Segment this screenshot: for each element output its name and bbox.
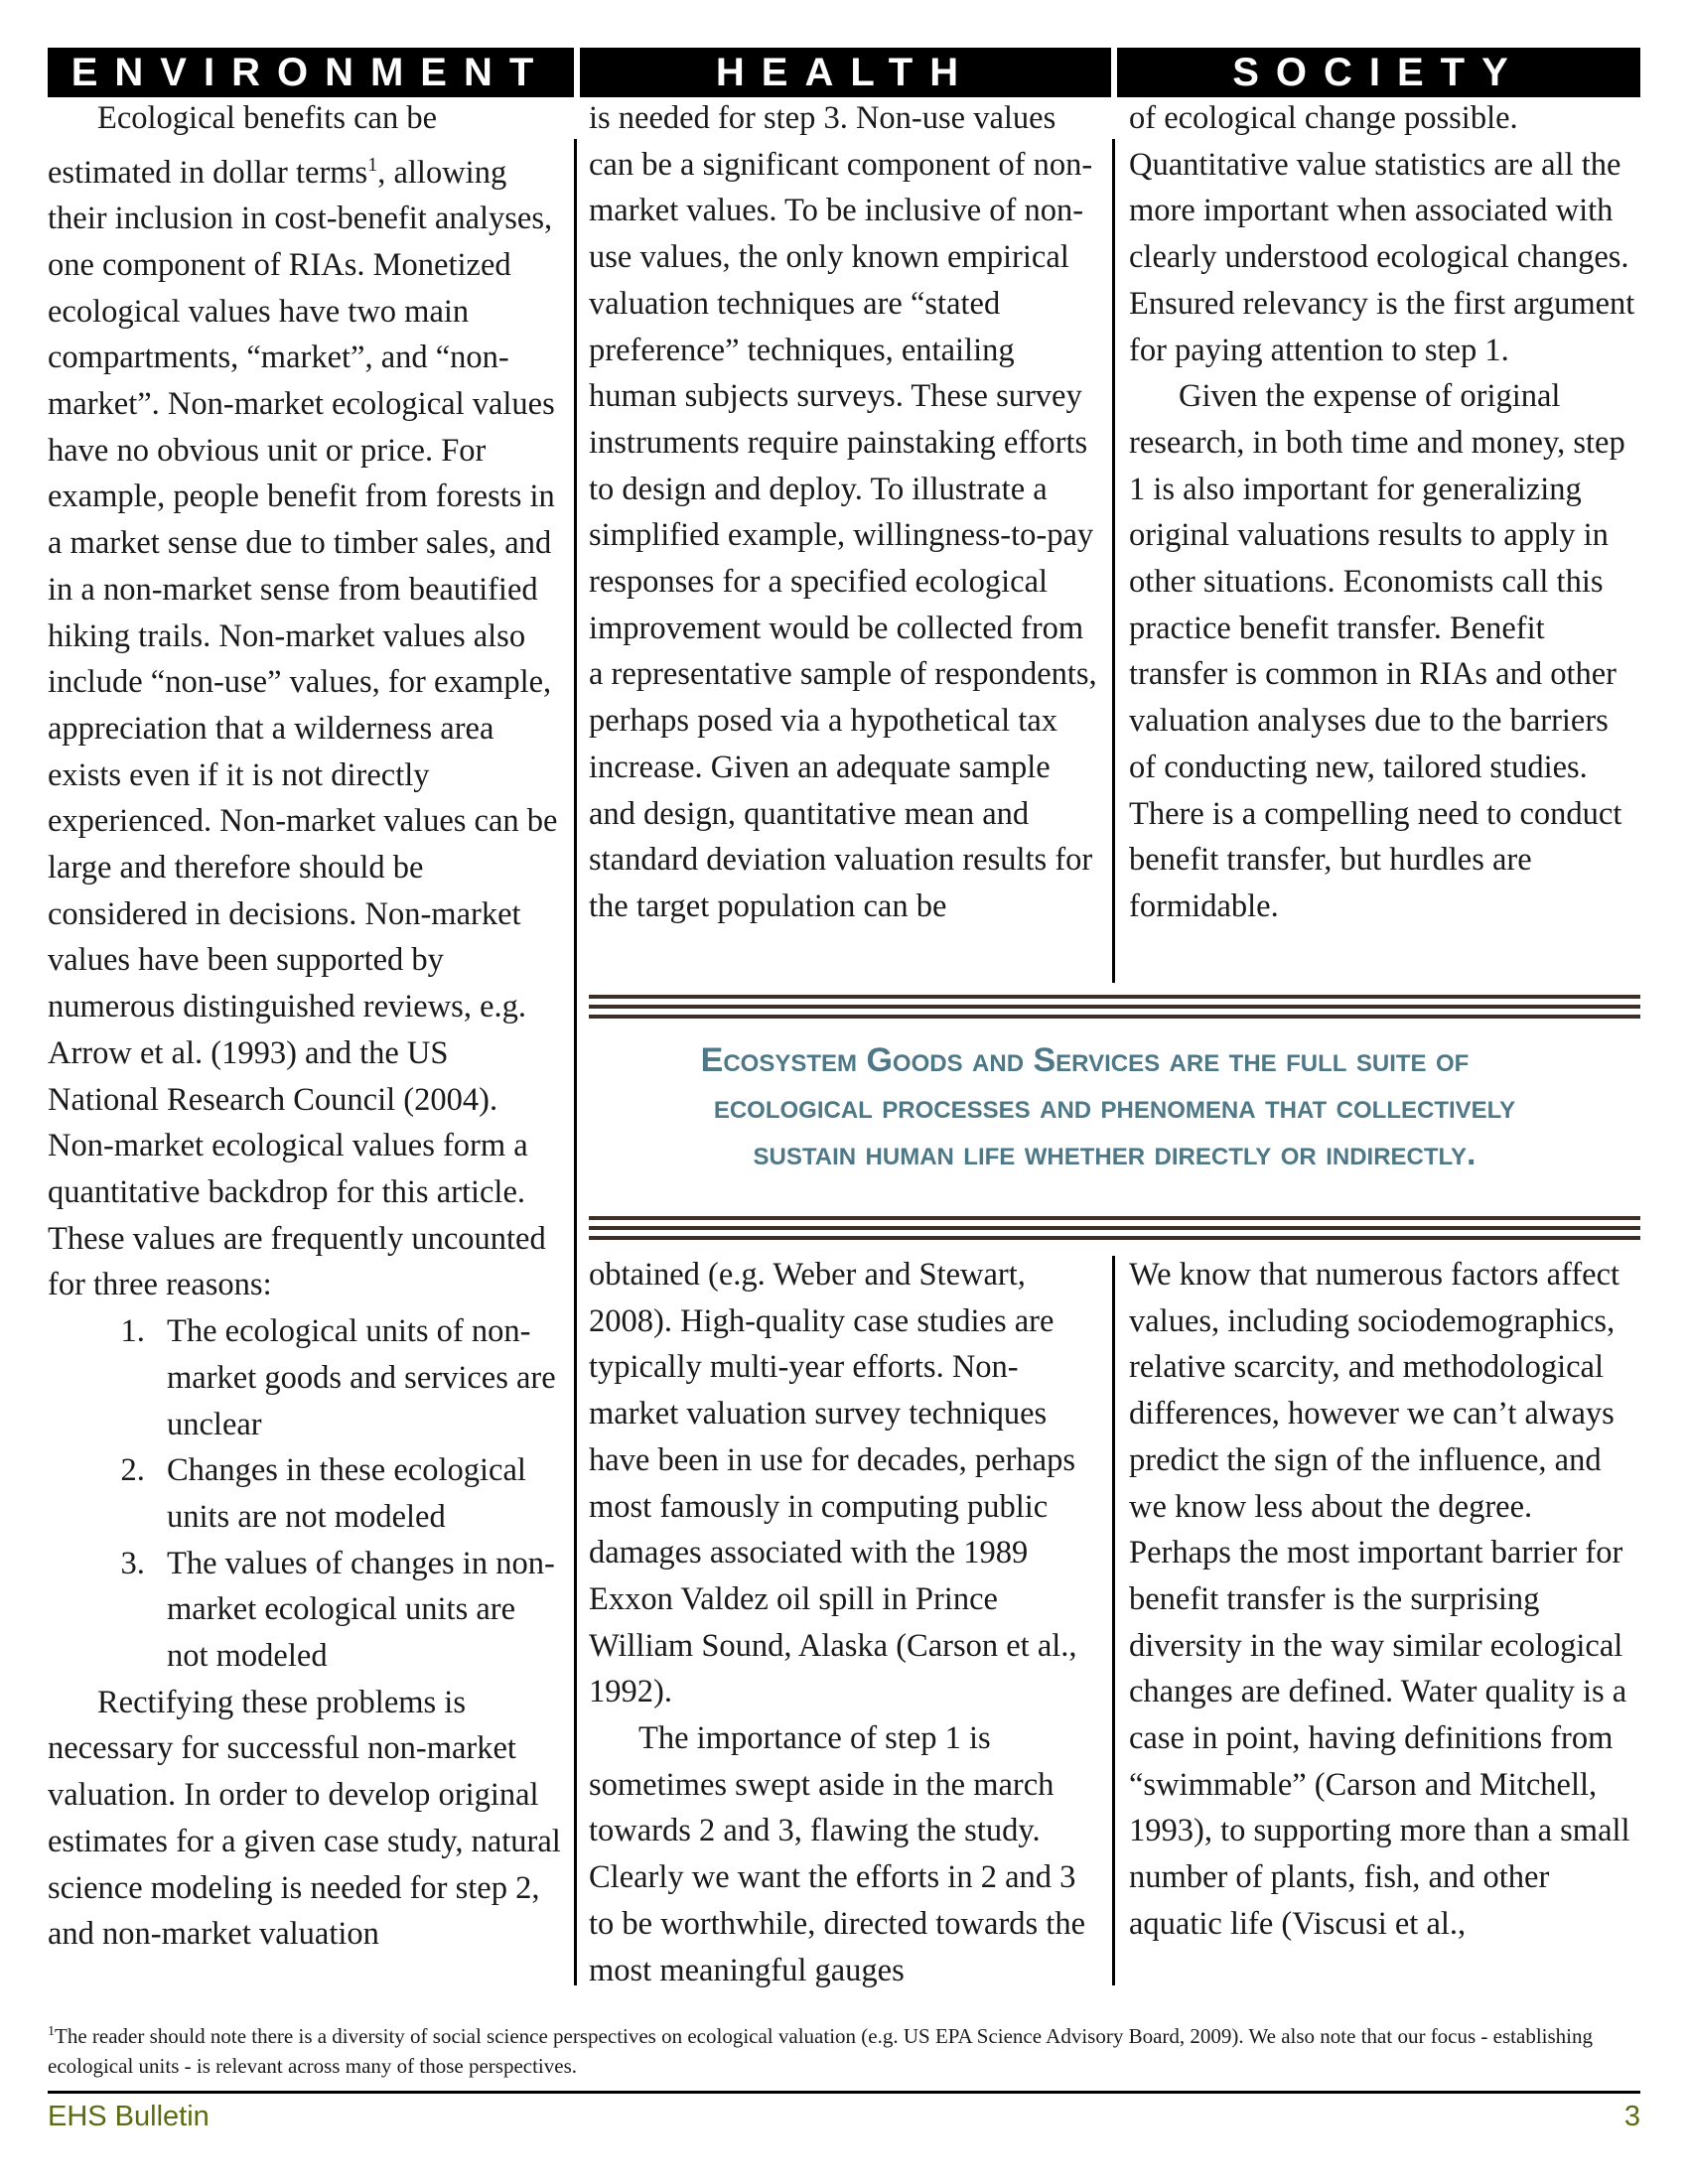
list-item: 2. Changes in these ecological units are not modeled	[153, 1447, 564, 1540]
footnote-mark: 1	[48, 2024, 55, 2039]
col1-paragraph-1: Ecological benefits can be estimated in dollar terms$^1$, allowing their inclusion in cost-benefit analyses, one component of RIAs. Monetized ecological values have two main compartments, “market”, and “non-market”. Non-market ecological values have no obvious unit or price. For example, people benefit from forests in a market sense due to timber sales, and in a non-market sense from beautified hiking trails. Non-market values also include “non-use” values, for example, appreciation that a wilderness area exists even if it is not directly experienced. Non-market values can be large and therefore should be considered in decisions. Non-market values have been supported by numerous distinguished reviews, e.g. Arrow et al. (1993) and the US National Research Council (2004). Non-market ecological values form a quantitative backdrop for this article. These values are frequently uncounted for three reasons:	[48, 100, 558, 1303]
footer-title: EHS Bulletin	[48, 2101, 210, 2132]
pullquote-rule-top	[589, 995, 1640, 1019]
footnote: $^1$The reader should note there is a diversity of social science perspectives on ecological valuation (e.g. US EPA Science Advisory Board, 2009). We also note that our focus - establishing ecological units - is relevant across many of those perspectives.	[48, 2024, 1593, 2078]
column-divider	[574, 139, 577, 1985]
col2-bottom-paragraph-1: obtained (e.g. Weber and Stewart, 2008). High-quality case studies are typically multi-year efforts. Non-market valuation survey techniques have been in use for decades, perhaps most famously in computing public damages associated with the 1989 Exxon Valdez oil spill in Prince William Sound, Alaska (Carson et al., 1992).	[589, 1257, 1077, 1710]
pullquote	[589, 1037, 1640, 1177]
column-environment	[48, 95, 564, 2001]
header-health: HEALTH	[580, 48, 1111, 97]
footnote-reference: 1	[367, 153, 378, 176]
footer-rule	[48, 2091, 1640, 2094]
header-environment: ENVIRONMENT	[48, 48, 574, 97]
col2-top-paragraph: is needed for step 3. Non-use values can be a significant component of non-market values. To be inclusive of non-use values, the only known empirical valuation techniques are “stated preference” techniques, entailing human subjects surveys. These survey instruments require painstaking efforts to design and deploy. To illustrate a simplified example, willingness-to-pay responses for a specified ecological improvement would be collected from a representative sample of respondents, perhaps posed via a hypothetical tax increase. Given an adequate sample and design, quantitative mean and standard deviation valuation results for the target population can be	[589, 100, 1097, 924]
pullquote-line: ecological processes and phenomena that collectively	[713, 1088, 1516, 1126]
pullquote-line: sustain human life whether directly or indirectly.	[753, 1135, 1477, 1172]
list-item: 3. The values of changes in non-market ecological units are not modeled	[153, 1541, 564, 1680]
column-society-top	[1129, 95, 1640, 979]
page-number: 3	[1623, 2101, 1640, 2132]
pullquote-rule-bottom	[589, 1216, 1640, 1240]
list-item: 1. The ecological units of non-market goods and services are unclear	[153, 1308, 564, 1447]
column-divider	[1112, 139, 1115, 983]
header-society: SOCIETY	[1117, 48, 1640, 97]
reasons-list	[48, 1308, 564, 1680]
col2-bottom-paragraph-2: The importance of step 1 is sometimes swept aside in the march towards 2 and 3, flawing the study. Clearly we want the efforts in 2 and 3 to be worthwhile, directed towards the most meaningful gauges	[589, 1720, 1085, 1988]
column-health-top	[589, 95, 1103, 979]
column-society-bottom	[1129, 1252, 1640, 1996]
col1-paragraph-2: Rectifying these problems is necessary for successful non-market valuation. In order to develop original estimates for a given case study, natural science modeling is needed for step 2, and non-market valuation	[48, 1684, 561, 1953]
col3-bottom-paragraph: We know that numerous factors affect values, including sociodemographics, relative scarcity, and methodological differences, however we can’t always predict the sign of the influence, and we know less about the degree. Perhaps the most important barrier for benefit transfer is the surprising diversity in the way similar ecological changes are defined. Water quality is a case in point, having definitions from “swimmable” (Carson and Mitchell, 1993), to supporting more than a small number of plants, fish, and other aquatic life (Viscusi et al.,	[1129, 1257, 1630, 1942]
pullquote-line: Ecosystem Goods and Services are the full suite of	[700, 1041, 1470, 1079]
col3-top-paragraph-2: Given the expense of original research, in both time and money, step 1 is also important for generalizing original valuations results to apply in other situations. Economists call this practice benefit transfer. Benefit transfer is common in RIAs and other valuation analyses due to the barriers of conducting new, tailored studies. There is a compelling need to conduct benefit transfer, but hurdles are formidable.	[1129, 378, 1625, 924]
column-divider	[1112, 1256, 1115, 1985]
col3-top-paragraph-1: of ecological change possible. Quantitative value statistics are all the more important when associated with clearly understood ecological changes. Ensured relevancy is the first argument for paying attention to step 1.	[1129, 100, 1635, 368]
column-health-bottom	[589, 1252, 1103, 1996]
